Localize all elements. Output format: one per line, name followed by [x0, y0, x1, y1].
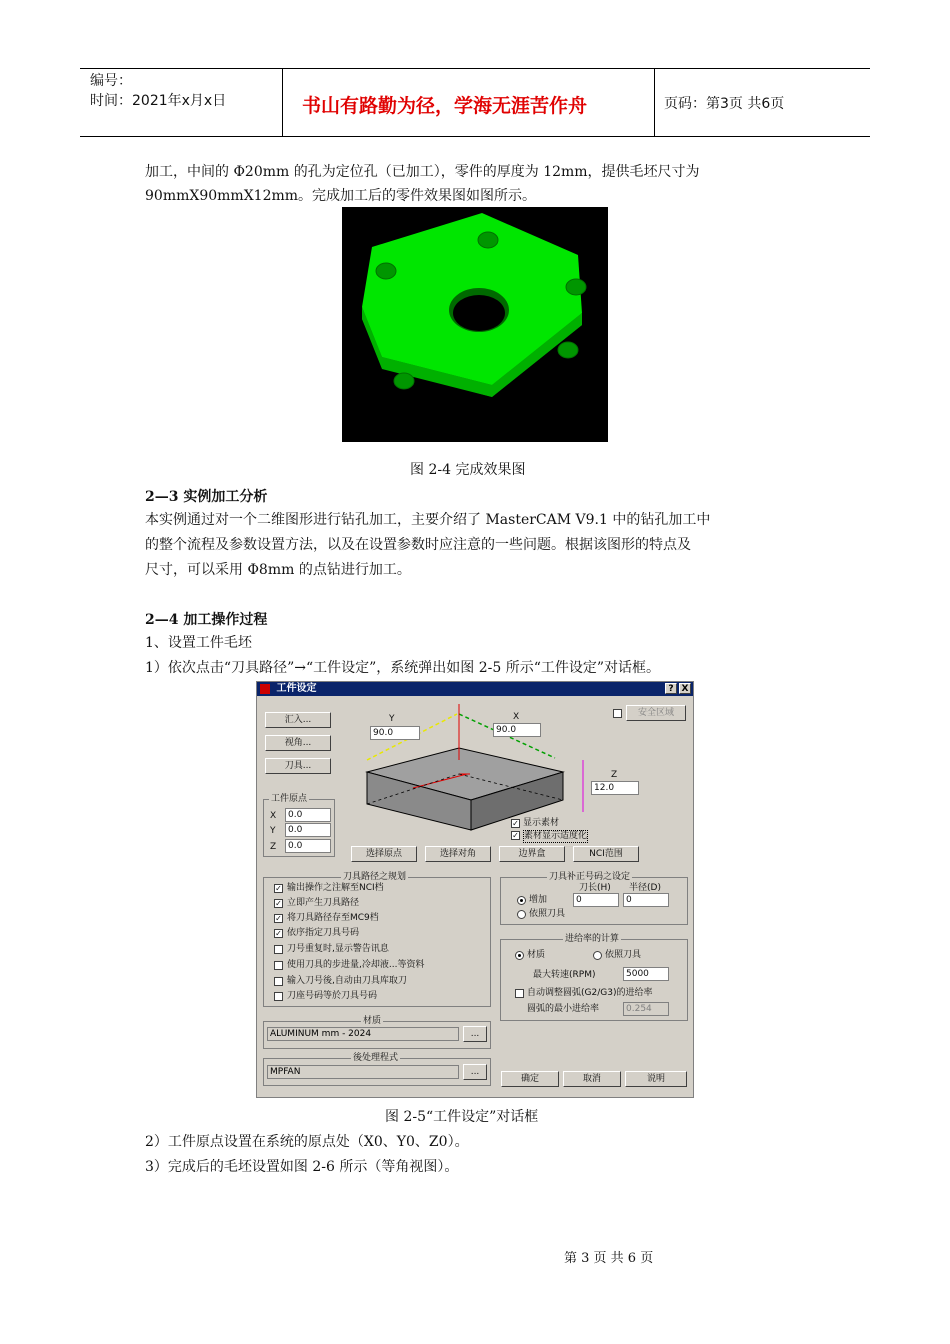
material-field[interactable]: ALUMINUM mm - 2024: [267, 1027, 459, 1041]
option-checkbox[interactable]: [274, 961, 283, 970]
origin-x-input[interactable]: 0.0: [285, 808, 331, 822]
origin-group-title: 工件原点: [271, 794, 308, 804]
step-line: 1）依次点击“刀具路径”→“工件设定”，系统弹出如图 2-5 所示“工件设定”对话框。: [145, 660, 661, 676]
option-label: 使用刀具的步进量,冷却液...等资料: [287, 960, 425, 970]
close-button[interactable]: X: [679, 683, 691, 694]
option-checkbox[interactable]: ✓: [275, 884, 282, 893]
figure-caption: 图 2-4 完成效果图: [410, 462, 526, 478]
body-paragraph-line: 的整个流程及参数设置方法，以及在设置参数时应注意的一些问题。根据该图形的特点及: [145, 537, 691, 553]
option-label: 输出操作之注解至NCI档: [287, 883, 384, 893]
section-heading: 2—3 实例加工分析: [145, 489, 268, 505]
option-label: 立即产生刀具路径: [287, 898, 360, 908]
stock-x-input[interactable]: 90.0: [493, 723, 541, 737]
material-radio-label: 材质: [527, 950, 546, 960]
stock-fit-checkbox[interactable]: ✓: [512, 831, 519, 840]
by-tool-feed-label: 依照刀具: [605, 950, 642, 960]
step-line: 2）工件原点设置在系统的原点处（X0、Y0、Z0）。: [145, 1134, 469, 1150]
header-page-number: 页码：第3页 共6页: [664, 96, 785, 112]
footer-page-number: 第 3 页 共 6 页: [564, 1251, 654, 1266]
help-button[interactable]: ?: [665, 683, 677, 694]
bounding-box-button[interactable]: 边界盒: [499, 846, 565, 862]
explain-button[interactable]: 说明: [625, 1071, 687, 1087]
option-checkbox[interactable]: [274, 992, 283, 1001]
post-processor-group-title: 後处理程式: [353, 1053, 399, 1063]
by-tool-feed-radio[interactable]: [593, 951, 602, 960]
max-speed-label: 最大转速(RPM): [533, 970, 596, 980]
origin-y-label: Y: [270, 826, 276, 836]
stock-y-input[interactable]: 90.0: [370, 726, 420, 740]
option-checkbox[interactable]: [274, 977, 283, 986]
feed-rate-group-title: 进给率的计算: [565, 934, 620, 944]
option-label: 刀座号码等於刀具号码: [287, 991, 378, 1001]
min-arc-label: 圆弧的最小进给率: [527, 1004, 600, 1014]
show-stock-label: 显示素材: [523, 818, 560, 828]
compensation-group-title: 刀具补正号码之设定: [549, 872, 631, 882]
origin-x-label: X: [270, 811, 277, 821]
max-speed-input[interactable]: 5000: [623, 967, 669, 981]
safety-zone-checkbox[interactable]: [613, 709, 622, 718]
header-motto: 书山有路勤为径，学海无涯苦作舟: [302, 95, 588, 117]
option-label: 将刀具路径存至MC9档: [287, 913, 379, 923]
length-offset-input[interactable]: 0: [573, 893, 619, 907]
auto-arc-label: 自动调整圆弧(G2/G3)的进给率: [527, 988, 653, 998]
option-label: 刀号重复时,显示警告讯息: [287, 944, 389, 954]
view-button[interactable]: 视角...: [265, 735, 331, 751]
min-arc-input[interactable]: 0.254: [623, 1002, 669, 1016]
dialog-title: 工件设定: [276, 683, 317, 694]
option-checkbox[interactable]: ✓: [275, 914, 282, 923]
toolpath-group: [263, 877, 491, 1007]
post-processor-field[interactable]: MPFAN: [267, 1065, 459, 1079]
material-browse-button[interactable]: ...: [463, 1026, 487, 1042]
app-icon: [260, 684, 270, 694]
x-label: X: [513, 712, 520, 722]
body-paragraph-line: 尺寸，可以采用 Φ8mm 的点钻进行加工。: [145, 562, 411, 578]
import-button[interactable]: 汇入...: [265, 712, 331, 728]
radius-offset-input[interactable]: 0: [623, 893, 669, 907]
material-group-title: 材质: [363, 1016, 382, 1026]
intro-line: 90mmX90mmX12mm。完成加工后的零件效果图如图所示。: [145, 188, 537, 204]
step-line: 1、设置工件毛坯: [145, 635, 252, 651]
stock-z-input[interactable]: 12.0: [591, 781, 639, 795]
option-label: 依序指定刀具号码: [287, 928, 360, 938]
header-divider: [282, 68, 283, 136]
step-line: 3）完成后的毛坯设置如图 2-6 所示（等角视图）。: [145, 1159, 459, 1175]
post-processor-browse-button[interactable]: ...: [463, 1064, 487, 1080]
body-paragraph-line: 本实例通过对一个二维图形进行钻孔加工，主要介绍了 MasterCAM V9.1 中的钻孔加工中: [145, 512, 711, 528]
auto-arc-checkbox[interactable]: [515, 989, 524, 998]
safety-zone-button[interactable]: 安全区域: [626, 705, 686, 721]
origin-y-input[interactable]: 0.0: [285, 823, 331, 837]
material-radio[interactable]: [515, 951, 524, 960]
show-stock-checkbox[interactable]: ✓: [512, 819, 519, 828]
ok-button[interactable]: 确定: [501, 1071, 559, 1087]
origin-z-input[interactable]: 0.0: [285, 839, 331, 853]
intro-line: 加工，中间的 Φ20mm 的孔为定位孔（已加工），零件的厚度为 12mm，提供毛坯尺寸为: [145, 164, 700, 180]
header-bottom-rule: [80, 136, 870, 137]
header-divider: [654, 68, 655, 136]
stock-fit-label: 素材显示适度化: [524, 831, 588, 841]
part-render-image: [342, 207, 608, 442]
origin-z-label: Z: [270, 842, 277, 852]
header-top-rule: [80, 68, 870, 69]
figure-caption: 图 2-5“工件设定”对话框: [385, 1109, 539, 1125]
tool-button[interactable]: 刀具...: [265, 758, 331, 774]
header-number: 编号：: [90, 73, 132, 89]
z-label: Z: [611, 770, 618, 780]
option-checkbox[interactable]: ✓: [275, 929, 282, 938]
length-label: 刀长(H): [579, 883, 611, 893]
stock-setup-dialog: [256, 681, 694, 1098]
increase-label: 增加: [529, 895, 548, 905]
select-origin-button[interactable]: 选择原点: [351, 846, 417, 862]
cancel-button[interactable]: 取消: [563, 1071, 621, 1087]
option-checkbox[interactable]: [274, 945, 283, 954]
option-checkbox[interactable]: ✓: [275, 899, 282, 908]
radius-label: 半径(D): [629, 883, 661, 893]
section-heading: 2—4 加工操作过程: [145, 612, 268, 628]
increase-radio[interactable]: [517, 896, 526, 905]
header-time: 时间：2021年x月x日: [90, 93, 227, 109]
option-label: 输入刀号後,自动由刀具库取刀: [287, 976, 407, 986]
toolpath-group-title: 刀具路径之规划: [343, 872, 407, 882]
by-tool-comp-label: 依照刀具: [529, 909, 566, 919]
dialog-title-bar: [257, 682, 693, 696]
nci-range-button[interactable]: NCI范围: [573, 846, 639, 862]
y-label: Y: [389, 714, 395, 724]
by-tool-comp-radio[interactable]: [517, 910, 526, 919]
select-corner-button[interactable]: 选择对角: [425, 846, 491, 862]
